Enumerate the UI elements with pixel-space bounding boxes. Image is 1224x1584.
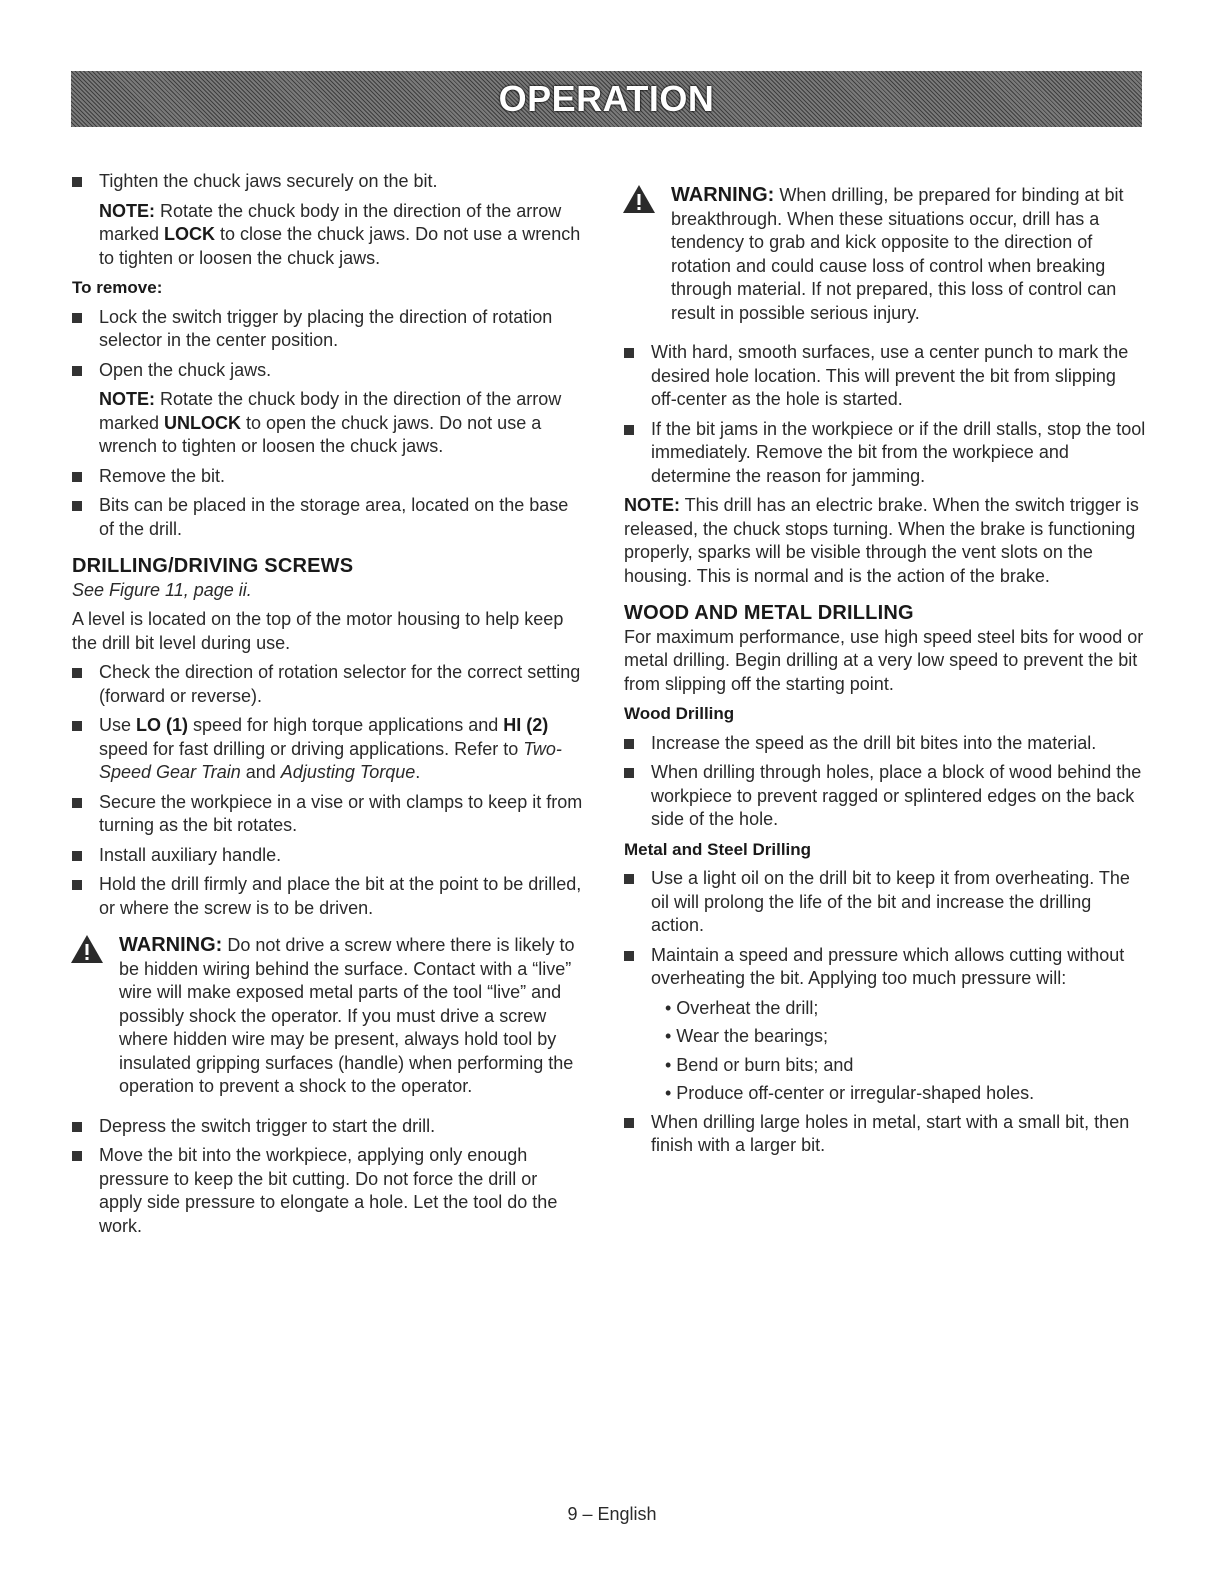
metal-drilling-heading: Metal and Steel Drilling <box>624 839 812 859</box>
list-item: Maintain a speed and pressure which allows cutting without overheating the bit. Applying too much pressure will: <box>624 944 1146 991</box>
list-item: Bits can be placed in the storage area, located on the base of the drill. <box>72 494 584 541</box>
list-item: Lock the switch trigger by placing the direction of rotation selector in the center position. <box>72 306 584 353</box>
intro-paragraph: A level is located on the top of the motor housing to help keep the drill bit level during use. <box>72 609 564 653</box>
square-bullet-icon <box>72 1122 82 1132</box>
square-bullet-icon <box>72 177 82 187</box>
list-item: When drilling large holes in metal, start with a small bit, then finish with a larger bit. <box>624 1111 1146 1158</box>
square-bullet-icon <box>624 348 634 358</box>
warning-triangle-icon <box>70 934 104 964</box>
note: NOTE: Rotate the chuck body in the direction of the arrow marked UNLOCK to open the chuck jaws. Do not use a wrench to tighten or loosen the chuck jaws. <box>99 389 562 456</box>
list-item: Increase the speed as the drill bit bites into the material. <box>624 732 1146 756</box>
list-item: Tighten the chuck jaws securely on the bit. <box>72 170 584 194</box>
square-bullet-icon <box>72 472 82 482</box>
list-item: When drilling through holes, place a block of wood behind the workpiece to prevent ragged or splintered edges on the back side of the hole. <box>624 761 1146 832</box>
list-item: Hold the drill firmly and place the bit at the point to be drilled, or where the screw is to be driven. <box>72 873 584 920</box>
square-bullet-icon <box>72 880 82 890</box>
square-bullet-icon <box>624 874 634 884</box>
page-footer: 9 – English <box>567 1504 657 1524</box>
list-item: Use a light oil on the drill bit to keep it from overheating. The oil will prolong the life of the bit and increase the drilling action. <box>624 867 1146 938</box>
dot-list-item: • Wear the bearings; <box>665 1026 829 1046</box>
list-item: Open the chuck jaws. <box>72 359 584 383</box>
square-bullet-icon <box>72 668 82 678</box>
list-item: Check the direction of rotation selector for the correct setting (forward or reverse). <box>72 661 584 708</box>
list-item: Move the bit into the workpiece, applying only enough pressure to keep the bit cutting. Do not force the drill or apply side pressure to elongate a hole. Let the tool do the work. <box>72 1144 584 1238</box>
list-item: If the bit jams in the workpiece or if the drill stalls, stop the tool immediately. Remove the bit from the workpiece and determine the reason for jamming. <box>624 418 1146 489</box>
list-item: With hard, smooth surfaces, use a center punch to mark the desired hole location. This will prevent the bit from slipping off-center as the hole is started. <box>624 341 1146 412</box>
list-item: Install auxiliary handle. <box>72 844 584 868</box>
right-column <box>624 170 1146 1164</box>
square-bullet-icon <box>624 425 634 435</box>
page-title: OPERATION <box>498 78 715 119</box>
square-bullet-icon <box>624 739 634 749</box>
dot-list-item: • Bend or burn bits; and <box>665 1054 854 1075</box>
list-item: Depress the switch trigger to start the drill. <box>72 1115 584 1139</box>
square-bullet-icon <box>624 768 634 778</box>
square-bullet-icon <box>72 366 82 376</box>
warning-block: WARNING: Do not drive a screw where there is likely to be hidden wiring behind the surface. Contact with a “live” wire will make exposed metal parts of the tool “live” and possibly shock the operator. If you must drive a screw where hidden wire may be present, always hold tool by insulated gripping surfaces (handle) when performing the operation to prevent a shock to the operator. <box>72 934 584 1099</box>
square-bullet-icon <box>624 1118 634 1128</box>
dot-list-item: • Produce off-center or irregular-shaped holes. <box>665 1083 1035 1103</box>
section-heading-drilling: DRILLING/DRIVING SCREWS <box>72 555 354 577</box>
square-bullet-icon <box>624 951 634 961</box>
square-bullet-icon <box>72 313 82 323</box>
note: NOTE: Rotate the chuck body in the direction of the arrow marked LOCK to close the chuck jaws. Do not use a wrench to tighten or loosen the chuck jaws. <box>99 200 581 268</box>
square-bullet-icon <box>72 798 82 808</box>
square-bullet-icon <box>72 1151 82 1161</box>
left-column <box>72 170 584 1244</box>
list-item: Remove the bit. <box>72 465 584 489</box>
square-bullet-icon <box>72 851 82 861</box>
section-heading-wood-metal: WOOD AND METAL DRILLING <box>624 602 914 624</box>
list-item: Secure the workpiece in a vise or with clamps to keep it from turning as the bit rotates. <box>72 791 584 838</box>
square-bullet-icon <box>72 501 82 511</box>
warning-triangle-icon <box>622 184 656 214</box>
note: NOTE: This drill has an electric brake. When the switch trigger is released, the chuck stops turning. When the brake is functioning properly, sparks will be visible through the vent slots on the housing. This is normal and is the action of the brake. <box>624 495 1139 586</box>
warning-block: WARNING: When drilling, be prepared for binding at bit breakthrough. When these situations occur, drill has a tendency to grab and kick opposite to the direction of rotation and could cause loss of control when breaking through material. If not prepared, this loss of control can result in possible serious injury. <box>624 184 1146 325</box>
square-bullet-icon <box>72 721 82 731</box>
operation-banner <box>71 71 1142 127</box>
wood-drilling-heading: Wood Drilling <box>624 704 735 723</box>
to-remove-heading: To remove: <box>72 278 163 297</box>
figure-reference: See Figure 11, page ii. <box>72 579 252 600</box>
list-item: Use LO (1) speed for high torque applications and HI (2) speed for fast drilling or driving applications. Refer to Two-Speed Gear Train and Adjusting Torque. <box>72 714 584 785</box>
dot-list-item: • Overheat the drill; <box>665 997 819 1018</box>
intro-paragraph: For maximum performance, use high speed steel bits for wood or metal drilling. Begin drilling at a very low speed to prevent the bit from slipping off the starting point. <box>624 626 1144 694</box>
